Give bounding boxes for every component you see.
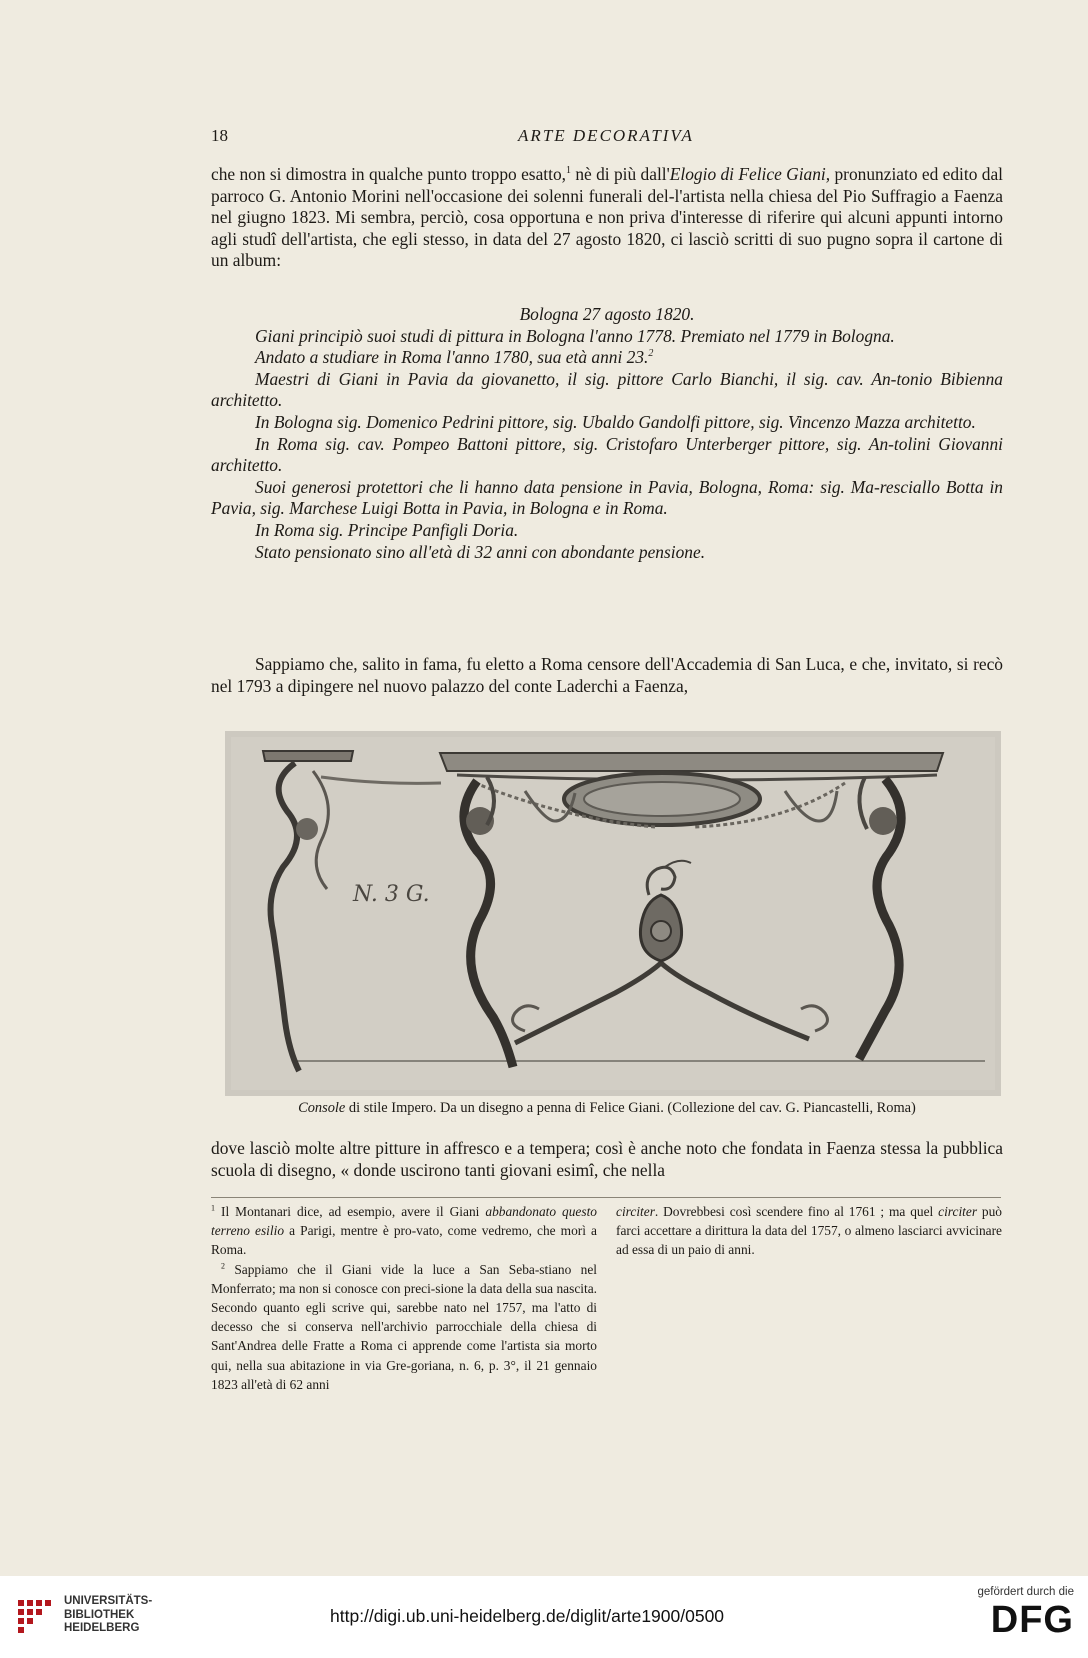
running-title: ARTE DECORATIVA	[518, 126, 694, 145]
quote-line-5: In Roma sig. cav. Pompeo Battoni pittore, sig. Cristofaro Unterberger pittore, sig. An-tolini Giovanni architetto.	[211, 433, 1003, 476]
caption-italic: Console	[298, 1100, 346, 1116]
quote-line-4: In Bologna sig. Domenico Pedrini pittore, sig. Ubaldo Gandolfi pittore, sig. Vincenzo Mazza architetto.	[255, 411, 976, 432]
opening-paragraph	[211, 164, 1003, 272]
footnotes-left-column	[211, 1202, 597, 1394]
footnote-2-text-b: . Dovrebbesi così scendere fino al 1761 ; ma quel	[654, 1204, 939, 1219]
sketch-annotation: N. 3 G.	[353, 882, 430, 907]
caption-text: di stile Impero. Da un disegno a penna di Felice Giani. (Collezione del cav. G. Piancastelli, Roma)	[345, 1100, 916, 1116]
quote-date: Bologna 27 agosto 1820.	[519, 304, 695, 324]
dfg-logo[interactable]: DFG	[990, 1599, 1074, 1641]
library-line-2: BIBLIOTHEK	[64, 1608, 135, 1621]
footnote-2-mark: 2	[221, 1261, 225, 1271]
footnote-1-text-b: a Parigi, mentre è pro-vato, come vedremo, che morì a Roma.	[211, 1223, 597, 1258]
third-paragraph	[211, 1138, 1003, 1181]
figure-caption	[211, 1100, 1003, 1117]
footnote-1-text-a: Il Montanari dice, ad esempio, avere il Giani	[215, 1204, 486, 1219]
permalink-url[interactable]: http://digi.ub.uni-heidelberg.de/diglit/arte1900/0500	[330, 1606, 725, 1626]
heidelberg-library-logo-icon[interactable]	[14, 1596, 60, 1642]
footnote-2-italic-1: circiter	[616, 1204, 655, 1219]
footnote-ref-2: 2	[648, 348, 654, 360]
quote-line-3: Maestri di Giani in Pavia da giovanetto, il sig. pittore Carlo Bianchi, il sig. cav. An-tonio Bibienna architetto.	[211, 368, 1003, 411]
footnote-ref-1: 1	[566, 165, 571, 177]
quoted-notes	[211, 304, 1003, 563]
page-number: 18	[211, 126, 228, 145]
footnote-1-italic: abbandonato questo terreno esilio	[211, 1204, 598, 1239]
console-drawing-plate	[225, 731, 1001, 1096]
p1-text-a: che non si dimostra in qualche punto troppo esatto,	[211, 164, 566, 184]
library-line-3: HEIDELBERG	[64, 1622, 140, 1634]
quote-line-7: In Roma sig. Principe Panfigli Doria.	[255, 519, 519, 540]
console-table-sketch	[225, 731, 1001, 1096]
running-head	[211, 126, 1001, 152]
second-paragraph	[211, 654, 1003, 697]
quote-line-8: Stato pensionato sino all'età di 32 anni con abondante pensione.	[255, 541, 706, 562]
library-name	[64, 1595, 152, 1636]
footnote-1-mark: 1	[211, 1203, 215, 1213]
funding-note	[977, 1586, 1074, 1642]
library-line-1: UNIVERSITÄTS-	[64, 1595, 153, 1607]
footnote-2-text-c: può farci accettare a dirittura la data del 1757, o almeno lasciarci avvicinare ad essa di un paio di anni.	[616, 1204, 1003, 1258]
digitization-footer	[0, 1576, 1088, 1658]
quote-line-2	[211, 347, 1003, 369]
footnotes-right-column	[616, 1202, 1002, 1260]
p1-text-c: pronunziato ed edito dal parroco G. Antonio Morini nell'occasione dei solenni funerali del-l'artista nella chiesa del Pio Suffragio a Faenza nel giugno 1823. Mi sembra, perciò, cosa opportuna e non priva d'interesse di riferire qui alcuni appunti intorno agli studî dell'artista, che egli stesso, in data del 27 agosto 1820, ci lasciò scritti di suo pugno sopra il cartone di un album:	[211, 164, 1004, 271]
footnote-2-italic-2: circiter	[938, 1204, 978, 1219]
funded-by-text: gefördert durch die	[977, 1586, 1074, 1598]
quote-line-6: Suoi generosi protettori che li hanno data pensione in Pavia, Bologna, Roma: sig. Ma-resciallo Botta in Pavia, sig. Marchese Luigi Botta in Pavia, in Bologna e in Roma.	[211, 476, 1003, 519]
p2-text: Sappiamo che, salito in fama, fu eletto a Roma censore dell'Accademia di San Luca, e che, invitato, si recò nel 1793 a dipingere nel nuovo palazzo del conte Laderchi a Faenza,	[211, 654, 1003, 696]
quote-line-2-text: Andato a studiare in Roma l'anno 1780, sua età anni 23.	[255, 347, 649, 368]
footnote-rule	[211, 1197, 1001, 1198]
elogio-title: Elogio di Felice Giani,	[669, 164, 831, 184]
p1-text-b: nè di più dall'	[571, 164, 670, 184]
quote-line-1: Giani principiò suoi studi di pittura in Bologna l'anno 1778. Premiato nel 1779 in Bologna.	[255, 325, 895, 346]
p3-text: dove lasciò molte altre pitture in affresco e a tempera; così è anche noto che fondata in Faenza stessa la pubblica scuola di disegno, « donde uscirono tanti giovani esimî, che nella	[211, 1138, 1003, 1180]
footnote-2-text-a: Sappiamo che il Giani vide la luce a San Seba-stiano nel Monferrato; ma non si conosce con preci-sione la data della sua nascita. Secondo quanto egli scrive qui, sarebbe nato nel 1757, ma l'atto di decesso che si conserva nell'archivio parrocchiale della chiesa di Sant'Andrea delle Fratte a Roma ci apprende come l'artista sia morto qui, nella sua abitazione in via Gre-goriana, n. 6, p. 3°, il 21 gennaio 1823 all'età di 62 anni	[211, 1261, 597, 1392]
